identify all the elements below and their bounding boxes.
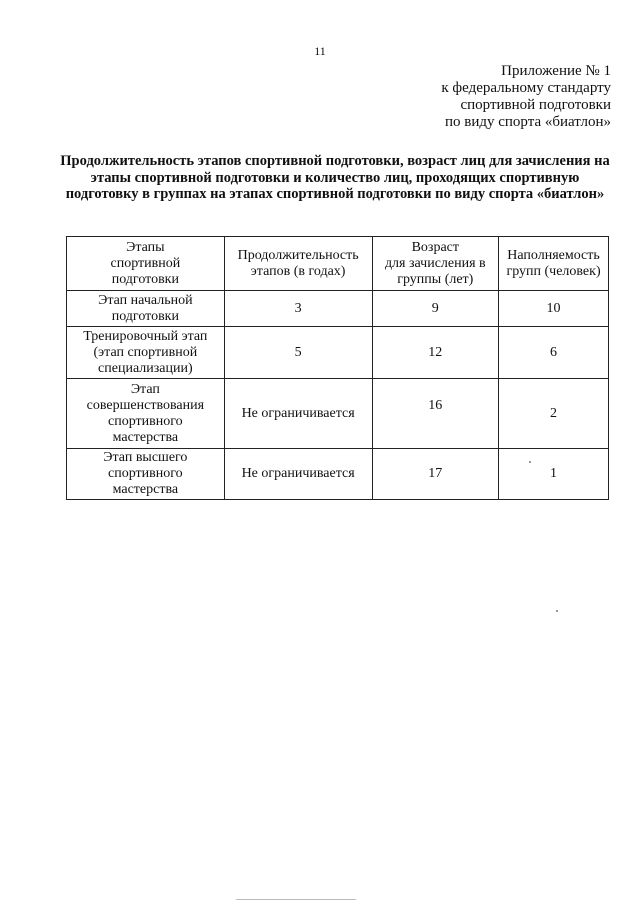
duration-cell: Не ограничивается: [224, 379, 372, 449]
scan-speck: [529, 461, 531, 463]
age-cell: [372, 379, 499, 449]
table-row: [67, 291, 609, 327]
group-size-cell: 2: [499, 379, 609, 449]
stage-cell: Этап высшего спортивного мастерства: [67, 449, 225, 500]
group-size-cell: 1: [499, 449, 609, 500]
group-size-cell: 10: [499, 291, 609, 327]
page-number: 11: [314, 44, 326, 58]
header-age: Возраст для зачисления в группы (лет): [372, 237, 499, 291]
document-title: Продолжительность этапов спортивной подготовки, возраст лиц для зачисления на этапы спортивной подготовки и количество лиц, проходящих спортивную подготовку в группах на этапах спортивной подготовки по виду спорта «биатлон»: [60, 153, 610, 202]
age-cell: 17: [372, 449, 499, 500]
table-row: [67, 379, 609, 449]
table-header-row: [67, 237, 609, 291]
header-group-size: Наполняемость групп (человек): [499, 237, 609, 291]
appendix-line-3: спортивной подготовки: [460, 97, 611, 113]
stages-table: [66, 236, 609, 500]
age-value: 16: [428, 397, 443, 413]
group-size-cell: 6: [499, 327, 609, 379]
duration-cell: 3: [224, 291, 372, 327]
scan-edge-line: [236, 899, 356, 900]
stage-cell: Тренировочный этап (этап спортивной специализации): [67, 327, 225, 379]
appendix-header: [441, 63, 611, 131]
appendix-line-2: к федеральному стандарту: [441, 80, 611, 96]
appendix-line-4: по виду спорта «биатлон»: [444, 114, 611, 130]
age-cell: 9: [372, 291, 499, 327]
header-stages: Этапы спортивной подготовки: [67, 237, 225, 291]
table-row: [67, 449, 609, 500]
header-duration: Продолжительность этапов (в годах): [224, 237, 372, 291]
appendix-line-1: Приложение № 1: [501, 63, 611, 79]
scan-speck: [556, 610, 558, 612]
duration-cell: 5: [224, 327, 372, 379]
duration-cell: Не ограничивается: [224, 449, 372, 500]
stage-cell: Этап начальной подготовки: [67, 291, 225, 327]
stage-cell: Этап совершенствования спортивного мастерства: [67, 379, 225, 449]
age-cell: 12: [372, 327, 499, 379]
table-row: [67, 327, 609, 379]
